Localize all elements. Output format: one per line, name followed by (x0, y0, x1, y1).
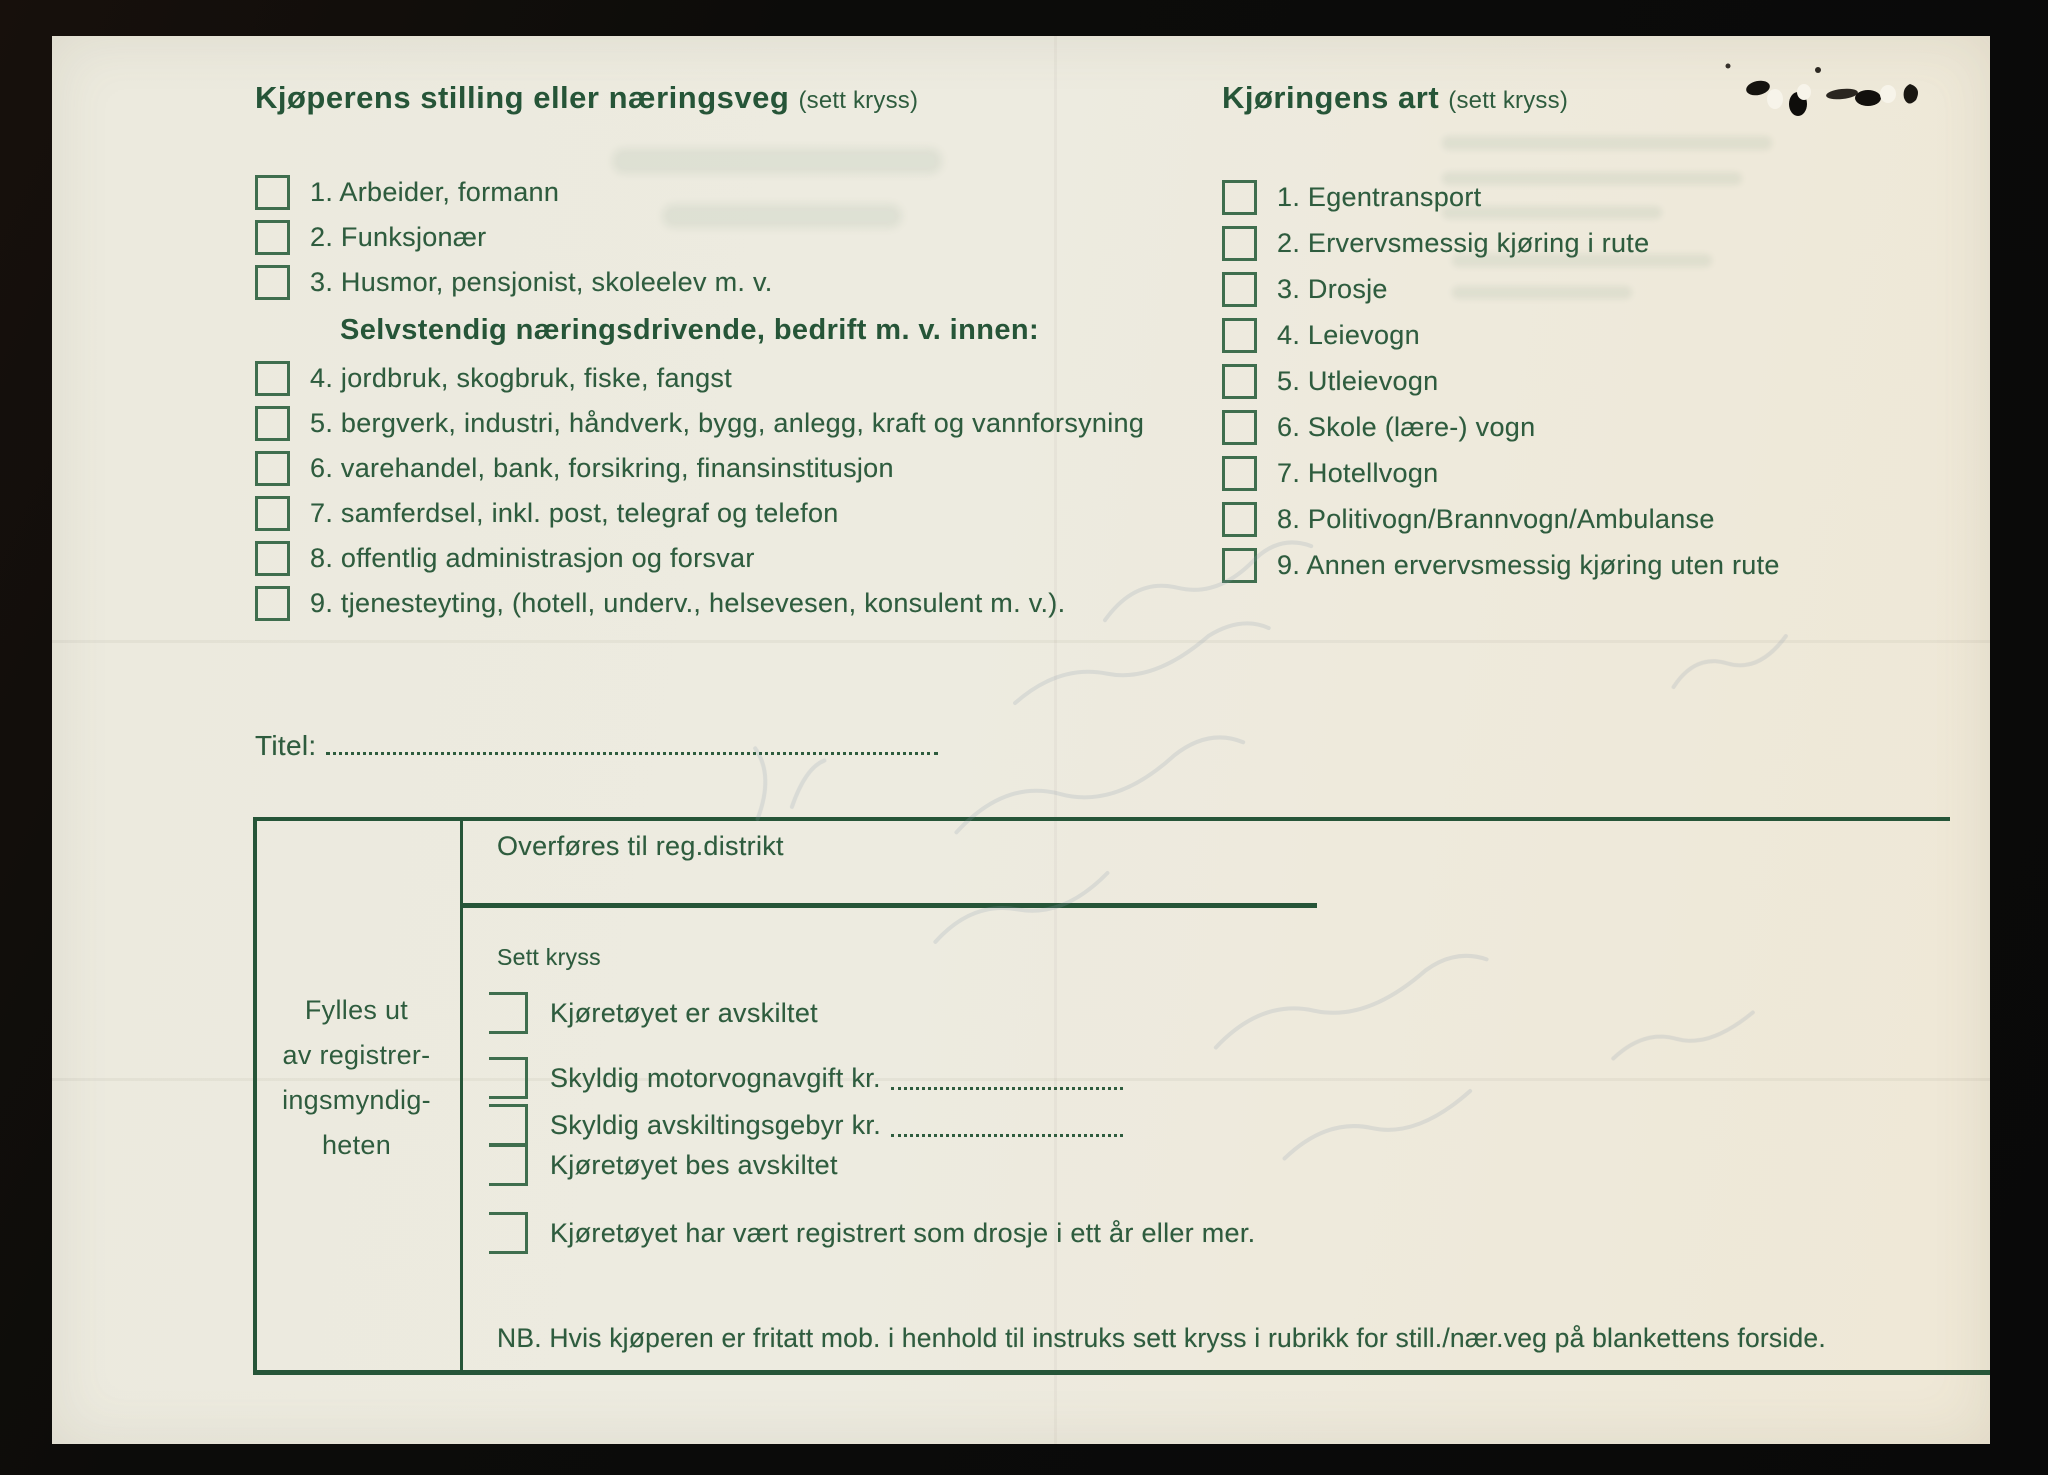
checkbox[interactable] (489, 1144, 528, 1186)
amount-dotted-fill-line[interactable] (891, 1114, 1123, 1137)
paper-damage-marks (1726, 64, 1919, 117)
regbox-checkbox-row (489, 1212, 1255, 1254)
right-section-title (1222, 80, 1568, 116)
checkbox[interactable] (489, 1212, 528, 1254)
item-label: Kjøretøyet bes avskiltet (550, 1149, 838, 1180)
checkbox-row (1222, 496, 1780, 542)
left-section-title-text: Kjøperens stilling eller næringsveg (255, 80, 790, 115)
nb-note: NB. Hvis kjøperen er fritatt mob. i henhold til instruks sett kryss i rubrikk for still./nær.veg på blankettens forside. (497, 1323, 1826, 1353)
left-section-title-note: (sett kryss) (798, 87, 919, 114)
regbox-side-label (253, 988, 460, 1168)
item-label: Kjøretøyet har vært registrert som drosje i ett år eller mer. (550, 1217, 1256, 1248)
item-label: 4. jordbruk, skogbruk, fiske, fangst (310, 363, 732, 393)
checkbox-row (255, 170, 1144, 215)
checkbox-row (255, 536, 1144, 581)
checkbox[interactable] (255, 265, 290, 300)
item-label: 4. Leievogn (1277, 319, 1420, 350)
checkbox[interactable] (1222, 548, 1257, 583)
left-section-subheading: Selvstendig næringsdrivende, bedrift m. v. innen: (340, 314, 1040, 346)
checkbox-row (255, 446, 1144, 491)
item-label: 7. samferdsel, inkl. post, telegraf og telefon (310, 498, 839, 528)
item-label: Skyldig avskiltingsgebyr kr. (550, 1109, 882, 1140)
titel-dotted-fill-line[interactable] (326, 732, 938, 755)
checkbox-row (255, 581, 1144, 626)
checkbox-row (1222, 174, 1780, 220)
right-checkbox-list (1222, 174, 1780, 588)
checkbox-row (255, 215, 1144, 260)
regbox-checkbox-row (489, 992, 818, 1034)
checkbox[interactable] (489, 1057, 528, 1099)
checkbox[interactable] (1222, 272, 1257, 307)
checkbox[interactable] (1222, 456, 1257, 491)
checkbox-row (255, 401, 1144, 446)
regbox-checkbox-row (489, 1144, 838, 1186)
regbox-bottom-border (253, 1370, 1990, 1375)
checkbox[interactable] (1222, 410, 1257, 445)
amount-dotted-fill-line[interactable] (891, 1067, 1123, 1090)
right-section-title-note: (sett kryss) (1448, 87, 1569, 114)
item-label: 7. Hotellvogn (1277, 457, 1439, 488)
checkbox[interactable] (255, 220, 290, 255)
regbox-transfer-underline (460, 903, 1317, 908)
regbox-checkbox-row (489, 1104, 1123, 1146)
checkbox[interactable] (255, 361, 290, 396)
item-label: 2. Ervervsmessig kjøring i rute (1277, 227, 1650, 258)
checkbox-row (1222, 266, 1780, 312)
item-label: 1. Arbeider, formann (310, 177, 560, 207)
regbox-inner-divider (460, 817, 463, 1375)
item-label: 5. Utleievogn (1277, 365, 1439, 396)
checkbox-row (1222, 358, 1780, 404)
item-label: 3. Drosje (1277, 273, 1388, 304)
left-checkbox-list (255, 170, 1144, 626)
item-label: 2. Funksjonær (310, 222, 487, 252)
side-label-line: ingsmyndig- (282, 1085, 431, 1115)
item-label: 8. offentlig administrasjon og forsvar (310, 543, 755, 573)
checkbox-row (1222, 312, 1780, 358)
item-label: 9. Annen ervervsmessig kjøring uten rute (1277, 549, 1780, 580)
item-label: 9. tjenesteyting, (hotell, underv., helsevesen, konsulent m. v.). (310, 588, 1066, 618)
side-label-line: Fylles ut (304, 995, 409, 1025)
item-label: 8. Politivogn/Brannvogn/Ambulanse (1277, 503, 1715, 534)
side-label-line: av registrer- (282, 1040, 431, 1070)
titel-field-row (255, 730, 938, 762)
sett-kryss-label: Sett kryss (497, 944, 601, 970)
checkbox[interactable] (1222, 364, 1257, 399)
checkbox[interactable] (255, 451, 290, 486)
checkbox[interactable] (255, 175, 290, 210)
checkbox-row (255, 260, 1144, 305)
regbox-top-border (253, 817, 1950, 821)
checkbox-row (255, 356, 1144, 401)
checkbox[interactable] (489, 992, 528, 1034)
checkbox[interactable] (1222, 502, 1257, 537)
checkbox[interactable] (489, 1104, 528, 1146)
item-label: 3. Husmor, pensjonist, skoleelev m. v. (310, 267, 773, 297)
checkbox-row (1222, 542, 1780, 588)
fold-crease (52, 640, 1990, 643)
item-label: Kjøretøyet er avskiltet (550, 997, 818, 1028)
item-label: 6. varehandel, bank, forsikring, finansinstitusjon (310, 453, 894, 483)
item-label: 5. bergverk, industri, håndverk, bygg, anlegg, kraft og vannforsyning (310, 408, 1145, 438)
checkbox[interactable] (255, 406, 290, 441)
checkbox-row (1222, 220, 1780, 266)
checkbox-row (255, 491, 1144, 536)
left-section-title (255, 80, 918, 116)
titel-label: Titel: (255, 730, 317, 761)
side-label-line: heten (321, 1130, 392, 1160)
checkbox[interactable] (1222, 180, 1257, 215)
regbox-checkbox-row (489, 1057, 1123, 1099)
item-label: 6. Skole (lære-) vogn (1277, 411, 1536, 442)
checkbox[interactable] (255, 586, 290, 621)
checkbox-row (1222, 450, 1780, 496)
transfer-district-label: Overføres til reg.distrikt (497, 831, 784, 861)
checkbox[interactable] (255, 496, 290, 531)
item-label: Skyldig motorvognavgift kr. (550, 1062, 881, 1093)
right-section-title-text: Kjøringens art (1222, 80, 1440, 115)
form-paper (52, 36, 1990, 1444)
checkbox-row (1222, 404, 1780, 450)
checkbox[interactable] (1222, 318, 1257, 353)
checkbox[interactable] (255, 541, 290, 576)
item-label: 1. Egentransport (1277, 181, 1482, 212)
checkbox[interactable] (1222, 226, 1257, 261)
